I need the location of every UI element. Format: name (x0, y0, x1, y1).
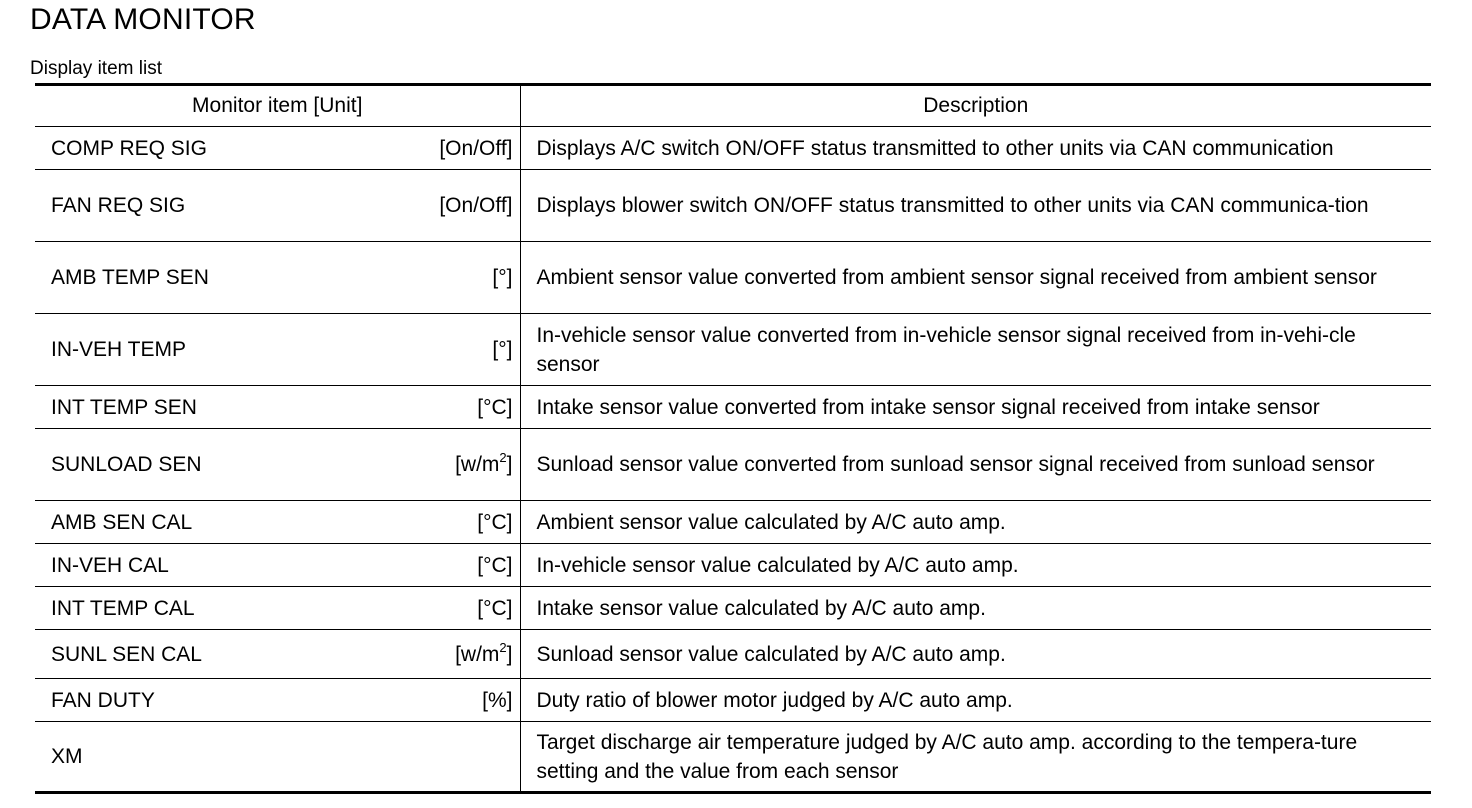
table-row (35, 242, 1431, 314)
monitor-item-cell (35, 544, 520, 587)
table-row (35, 170, 1431, 242)
header-description: Description (520, 85, 1431, 127)
table-row (35, 630, 1431, 679)
monitor-item-cell (35, 170, 520, 242)
table-row (35, 127, 1431, 170)
monitor-item-name: IN-VEH TEMP (51, 338, 186, 361)
monitor-item-cell (35, 242, 520, 314)
monitor-item-unit: [On/Off] (439, 194, 513, 217)
table-row (35, 679, 1431, 722)
monitor-item-unit: [°C] (477, 395, 513, 419)
table-header-row (35, 85, 1431, 127)
description-cell: Intake sensor value calculated by A/C auto amp. (520, 587, 1431, 630)
monitor-item-cell (35, 501, 520, 544)
description-cell: Intake sensor value converted from intake sensor signal received from intake sensor (520, 386, 1431, 429)
monitor-item-unit: $[w/m^2]$ (455, 450, 513, 476)
monitor-item-name: FAN REQ SIG (51, 194, 186, 217)
monitor-item-cell (35, 314, 520, 386)
monitor-item-cell (35, 386, 520, 429)
monitor-item-name: AMB TEMP SEN (51, 266, 209, 289)
monitor-item-cell (35, 722, 520, 793)
monitor-item-name: AMB SEN CAL (51, 510, 193, 534)
description-cell: Ambient sensor value calculated by A/C auto amp. (520, 501, 1431, 544)
table-row (35, 386, 1431, 429)
monitor-item-cell (35, 679, 520, 722)
monitor-item-name: SUNLOAD SEN (51, 453, 202, 476)
monitor-item-unit: [°] (492, 338, 513, 361)
description-cell: In-vehicle sensor value converted from in-vehicle sensor signal received from in-vehi-cle sensor (520, 314, 1431, 386)
monitor-item-name: COMP REQ SIG (51, 136, 207, 160)
description-cell: Displays A/C switch ON/OFF status transmitted to other units via CAN communication (520, 127, 1431, 170)
description-cell: Displays blower switch ON/OFF status transmitted to other units via CAN communica-tion (520, 170, 1431, 242)
monitor-item-name: XM (51, 745, 83, 768)
description-cell: Sunload sensor value calculated by A/C auto amp. (520, 630, 1431, 679)
monitor-item-unit: [On/Off] (439, 136, 513, 160)
monitor-item-name: INT TEMP CAL (51, 596, 195, 620)
monitor-item-unit: [°C] (477, 553, 513, 577)
monitor-item-unit: [°C] (477, 596, 513, 620)
table-row (35, 501, 1431, 544)
monitor-item-unit: $[w/m^2]$ (455, 639, 513, 666)
table-row (35, 314, 1431, 386)
description-cell: Sunload sensor value converted from sunload sensor signal received from sunload sensor (520, 429, 1431, 501)
monitor-item-cell (35, 429, 520, 501)
page-title: DATA MONITOR (30, 3, 256, 36)
table-row (35, 544, 1431, 587)
header-monitor-item: Monitor item [Unit] (35, 85, 520, 127)
monitor-item-cell (35, 587, 520, 630)
display-item-table (35, 83, 1431, 794)
table-row (35, 722, 1431, 793)
description-cell: In-vehicle sensor value calculated by A/C auto amp. (520, 544, 1431, 587)
table-row (35, 429, 1431, 501)
monitor-item-unit: [°C] (477, 510, 513, 534)
monitor-item-unit: [%] (482, 688, 513, 712)
monitor-item-cell (35, 630, 520, 679)
table-row (35, 587, 1431, 630)
monitor-item-name: SUNL SEN CAL (51, 642, 202, 666)
description-cell: Ambient sensor value converted from ambient sensor signal received from ambient sensor (520, 242, 1431, 314)
description-cell: Target discharge air temperature judged by A/C auto amp. according to the tempera-ture setting and the value from each sensor (536, 730, 1358, 783)
monitor-item-cell (35, 127, 520, 170)
monitor-item-unit: [°] (492, 266, 513, 289)
monitor-item-name: FAN DUTY (51, 688, 155, 712)
monitor-item-name: IN-VEH CAL (51, 553, 169, 577)
table-caption: Display item list (30, 58, 162, 79)
description-cell: Duty ratio of blower motor judged by A/C auto amp. (520, 679, 1431, 722)
monitor-item-name: INT TEMP SEN (51, 395, 197, 419)
